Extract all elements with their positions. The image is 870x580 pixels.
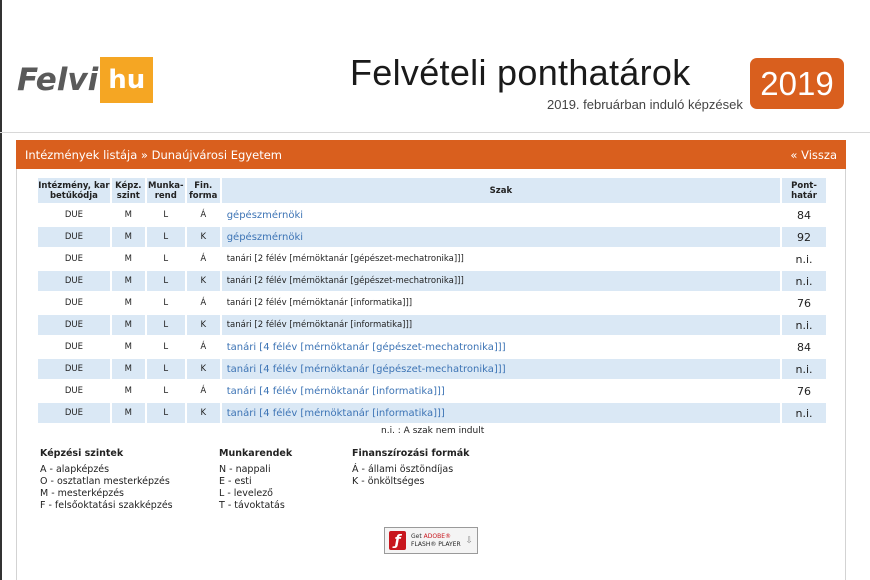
breadcrumb-institution-list-link[interactable]: Intézmények listája <box>25 147 138 162</box>
cell-intezmeny: DUE <box>38 293 112 313</box>
legend-item: M - mesterképzés <box>40 488 125 499</box>
breadcrumb-bar <box>16 140 846 169</box>
header-intezmeny: Intézmény, kar betűkódja <box>38 178 112 203</box>
cell-munkarend: L <box>147 403 187 423</box>
breadcrumb-current-institution[interactable]: Dunaújvárosi Egyetem <box>151 147 283 162</box>
cell-kepzesi-szint: M <box>112 293 147 313</box>
cell-kepzesi-szint: M <box>112 403 147 423</box>
table-row <box>38 315 826 335</box>
cell-fin-forma: K <box>187 403 222 423</box>
table-row <box>38 205 826 225</box>
table-row <box>38 271 826 291</box>
cell-kepzesi-szint: M <box>112 205 147 225</box>
cell-munkarend: L <box>147 271 187 291</box>
get-flash-player-button[interactable] <box>384 527 478 554</box>
cell-fin-forma: Á <box>187 205 222 225</box>
cell-intezmeny: DUE <box>38 271 112 291</box>
cell-kepzesi-szint: M <box>112 337 147 357</box>
flash-icon: ƒ <box>389 531 406 550</box>
table-row <box>38 249 826 269</box>
legend-item: T - távoktatás <box>219 500 285 511</box>
year-badge: 2019 <box>750 58 844 109</box>
cell-kepzesi-szint: M <box>112 249 147 269</box>
legend-title: Képzési szintek <box>40 448 124 459</box>
cell-kepzesi-szint: M <box>112 227 147 247</box>
cell-fin-forma: K <box>187 315 222 335</box>
legend-item: N - nappali <box>219 464 271 475</box>
header-kepzesi-szint: Képz. szint <box>112 178 147 203</box>
cell-szak <box>222 227 782 247</box>
breadcrumb <box>25 148 282 162</box>
szak-link[interactable]: gépészmérnöki <box>226 231 304 243</box>
cell-szak <box>222 337 782 357</box>
szak-link[interactable]: tanári [4 félév [mérnöktanár [gépészet-mechatronika]]] <box>226 341 506 353</box>
flash-button-label <box>411 533 461 549</box>
legend-title: Munkarendek <box>219 448 293 459</box>
page-title: Felvételi ponthatárok <box>350 52 691 93</box>
legend-item: A - alapképzés <box>40 464 110 475</box>
cell-munkarend: L <box>147 337 187 357</box>
cell-szak <box>222 359 782 379</box>
cell-ponthatar: 84 <box>782 337 826 357</box>
szak-link[interactable]: tanári [4 félév [mérnöktanár [informatika]]] <box>226 407 445 419</box>
cell-fin-forma: K <box>187 359 222 379</box>
back-link[interactable]: « Vissza <box>790 147 837 162</box>
cell-szak <box>222 249 782 269</box>
legend-kepzesi-szintek <box>40 448 173 512</box>
legend-item: E - esti <box>219 476 252 487</box>
cell-ponthatar: n.i. <box>782 359 826 379</box>
header-fin-forma: Fin. forma <box>187 178 222 203</box>
legend-item: F - felsőoktatási szakképzés <box>40 500 173 511</box>
legend-munkarendek <box>219 448 292 512</box>
table-row <box>38 403 826 423</box>
table-row <box>38 381 826 401</box>
szak-link[interactable]: tanári [4 félév [mérnöktanár [informatika]]] <box>226 385 445 397</box>
table-row <box>38 293 826 313</box>
legend-item: L - levelező <box>219 488 273 499</box>
ponthatar-table <box>38 176 826 425</box>
logo-suffix: hu <box>108 65 146 95</box>
legend-title: Finanszírozási formák <box>352 448 470 459</box>
cell-munkarend: L <box>147 249 187 269</box>
cell-munkarend: L <box>147 227 187 247</box>
cell-intezmeny: DUE <box>38 359 112 379</box>
cell-intezmeny: DUE <box>38 227 112 247</box>
legend-finanszirozasi-formak <box>352 448 469 488</box>
cell-szak <box>222 315 782 335</box>
cell-kepzesi-szint: M <box>112 315 147 335</box>
header-szak: Szak <box>222 178 782 203</box>
page-header <box>0 0 870 133</box>
cell-szak <box>222 293 782 313</box>
cell-fin-forma: Á <box>187 293 222 313</box>
cell-fin-forma: Á <box>187 337 222 357</box>
cell-fin-forma: Á <box>187 381 222 401</box>
download-arrow-icon: ⇩ <box>465 535 473 546</box>
header-ponthatar: Pont-határ <box>782 178 826 203</box>
table-row <box>38 227 826 247</box>
cell-munkarend: L <box>147 359 187 379</box>
flash-adobe-text: ADOBE® <box>423 532 451 540</box>
cell-intezmeny: DUE <box>38 315 112 335</box>
cell-szak <box>222 205 782 225</box>
cell-ponthatar: 76 <box>782 293 826 313</box>
szak-link[interactable]: tanári [4 félév [mérnöktanár [gépészet-mechatronika]]] <box>226 363 506 375</box>
szak-text: tanári [2 félév [mérnöktanár [gépészet-mechatronika]]] <box>226 276 464 286</box>
breadcrumb-separator: » <box>137 147 152 162</box>
table-row <box>38 359 826 379</box>
cell-ponthatar: n.i. <box>782 315 826 335</box>
page-subtitle: 2019. februárban induló képzések <box>547 97 743 112</box>
table-header-row <box>38 178 826 203</box>
cell-kepzesi-szint: M <box>112 359 147 379</box>
cell-ponthatar: 92 <box>782 227 826 247</box>
cell-munkarend: L <box>147 381 187 401</box>
cell-fin-forma: Á <box>187 249 222 269</box>
flash-player-text: FLASH® PLAYER <box>411 540 461 548</box>
cell-fin-forma: K <box>187 227 222 247</box>
flash-get-text: Get <box>411 532 422 540</box>
legend-item: K - önköltséges <box>352 476 425 487</box>
cell-kepzesi-szint: M <box>112 271 147 291</box>
szak-text: tanári [2 félév [mérnöktanár [informatika]]] <box>226 298 413 308</box>
cell-fin-forma: K <box>187 271 222 291</box>
cell-munkarend: L <box>147 293 187 313</box>
legend-item: O - osztatlan mesterképzés <box>40 476 170 487</box>
cell-munkarend: L <box>147 315 187 335</box>
cell-intezmeny: DUE <box>38 337 112 357</box>
table-row <box>38 337 826 357</box>
felvi-logo[interactable] <box>17 57 153 103</box>
cell-kepzesi-szint: M <box>112 381 147 401</box>
szak-link[interactable]: gépészmérnöki <box>226 209 304 221</box>
cell-szak <box>222 403 782 423</box>
cell-ponthatar: n.i. <box>782 249 826 269</box>
szak-text: tanári [2 félév [mérnöktanár [gépészet-mechatronika]]] <box>226 254 464 264</box>
cell-intezmeny: DUE <box>38 403 112 423</box>
logo-badge <box>100 57 153 103</box>
cell-ponthatar: n.i. <box>782 403 826 423</box>
cell-ponthatar: 84 <box>782 205 826 225</box>
cell-szak <box>222 381 782 401</box>
cell-munkarend: L <box>147 205 187 225</box>
ni-note: n.i. : A szak nem indult <box>381 426 485 436</box>
legend-item: Á - állami ösztöndíjas <box>352 464 454 475</box>
header-munkarend: Munka-rend <box>147 178 187 203</box>
cell-ponthatar: 76 <box>782 381 826 401</box>
cell-intezmeny: DUE <box>38 205 112 225</box>
cell-ponthatar: n.i. <box>782 271 826 291</box>
cell-szak <box>222 271 782 291</box>
cell-intezmeny: DUE <box>38 249 112 269</box>
cell-intezmeny: DUE <box>38 381 112 401</box>
logo-text: Felvi <box>17 62 99 98</box>
szak-text: tanári [2 félév [mérnöktanár [informatika]]] <box>226 320 413 330</box>
